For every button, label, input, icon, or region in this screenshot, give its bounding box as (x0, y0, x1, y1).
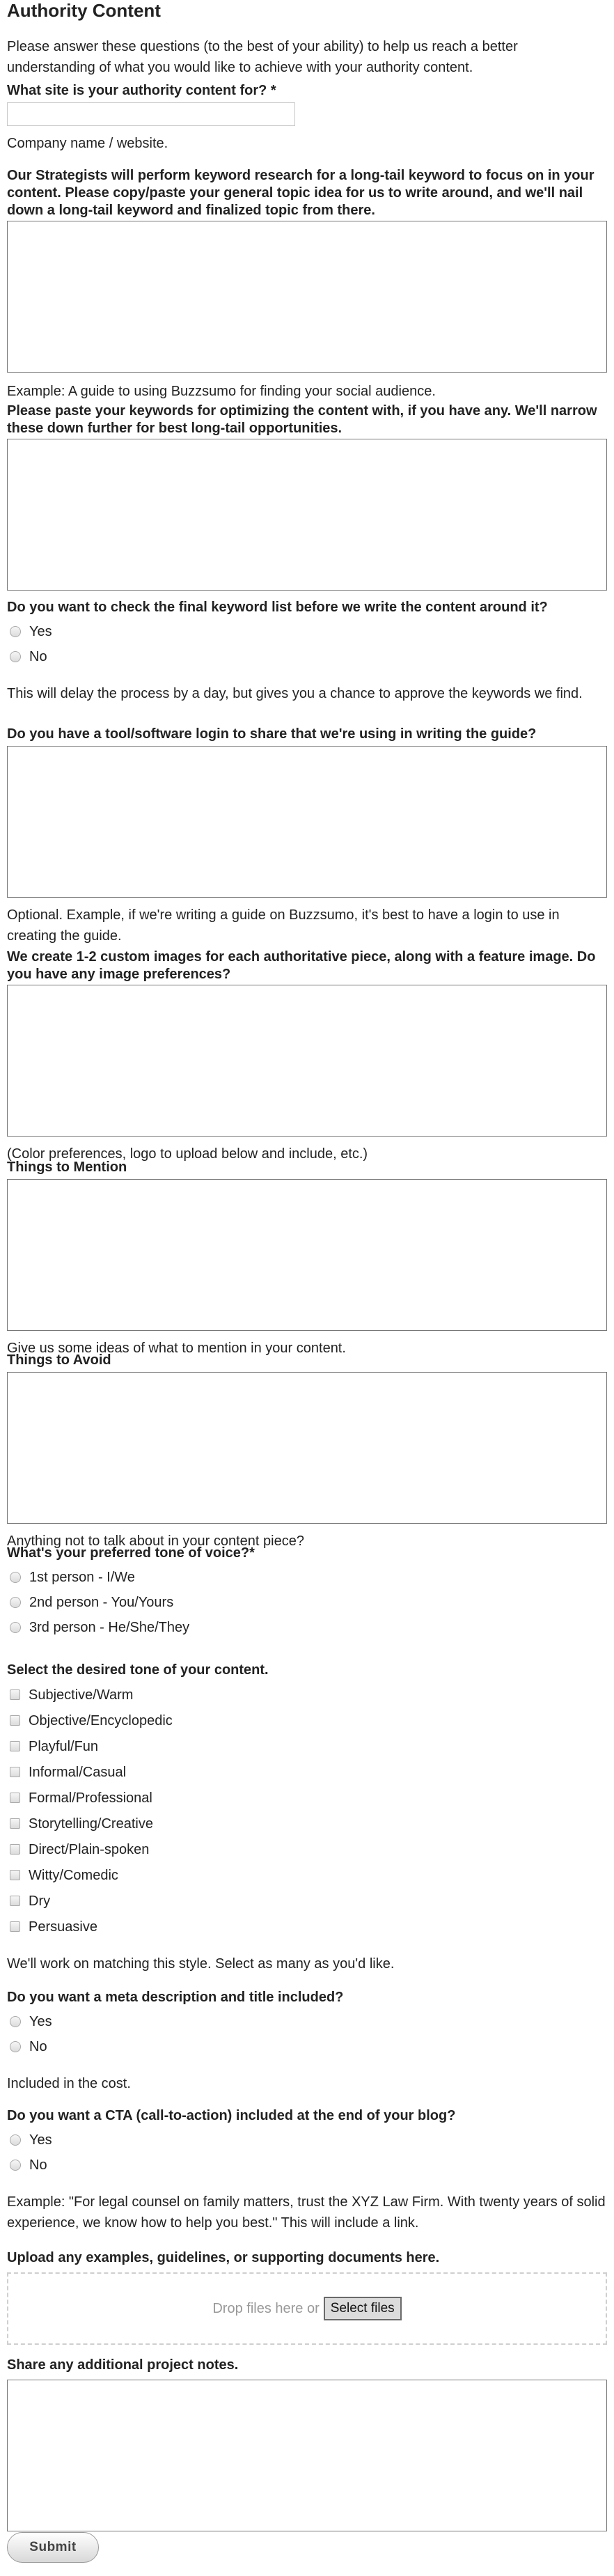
check-keywords-hint: This will delay the process by a day, but gives you a chance to approve the keywords we find. (7, 686, 583, 701)
upload-label: Upload any examples, guidelines, or supporting documents here. (7, 2250, 440, 2265)
check-keywords-option-yes[interactable] (7, 619, 607, 644)
required-mark: * (249, 1545, 255, 1561)
tone-option-storytelling[interactable] (7, 1811, 607, 1836)
avoid-question (7, 1352, 607, 1552)
topic-label: Our Strategists will perform keyword research for a long-tail keyword to focus on in your content. Please copy/paste your general topic idea for us to write around, and we'll nail down a long-tail keyword and finalized topic from there. (7, 168, 595, 218)
radio-button[interactable] (10, 626, 21, 637)
login-label: Do you have a tool/software login to share that we're using in writing the guide? (7, 726, 537, 742)
voice-label (7, 1545, 607, 1562)
mention-textarea[interactable] (7, 1179, 607, 1331)
option-label: Informal/Casual (29, 1764, 127, 1780)
tone-option-objective[interactable] (7, 1708, 607, 1733)
option-label: Subjective/Warm (29, 1687, 134, 1703)
notes-label: Share any additional project notes. (7, 2357, 239, 2373)
page-title: Authority Content (7, 0, 161, 21)
radio-button[interactable] (10, 1622, 21, 1633)
login-hint: Optional. Example, if we're writing a guide on Buzzsumo, it's best to have a login to use in creating the guide. (7, 907, 560, 944)
images-label: We create 1-2 custom images for each authoritative piece, along with a feature image. Do you have any image preferences? (7, 949, 596, 982)
topic-textarea[interactable] (7, 221, 607, 373)
option-label: Objective/Encyclopedic (29, 1712, 173, 1728)
site-hint: Company name / website. (7, 136, 168, 151)
radio-button[interactable] (10, 2041, 21, 2052)
tone-option-direct[interactable] (7, 1836, 607, 1862)
checkbox[interactable] (10, 1689, 20, 1700)
avoid-hint: Anything not to talk about in your content piece? (7, 1533, 304, 1549)
cta-label: Do you want a CTA (call-to-action) included at the end of your blog? (7, 2108, 456, 2123)
tone-option-persuasive[interactable] (7, 1914, 607, 1939)
required-mark: * (270, 83, 276, 98)
checkbox[interactable] (10, 1844, 20, 1855)
meta-hint: Included in the cost. (7, 2076, 131, 2091)
voice-option-2nd[interactable] (7, 1590, 607, 1615)
option-label: No (29, 649, 47, 664)
dropzone-text: Drop files here or (212, 2301, 320, 2316)
keywords-label: Please paste your keywords for optimizing the content with, if you have any. We'll narrow these down further for best long-tail opportunities. (7, 403, 597, 436)
option-label: Yes (29, 2132, 52, 2148)
checkbox[interactable] (10, 1715, 20, 1726)
option-label: Storytelling/Creative (29, 1816, 153, 1832)
option-label: Yes (29, 2014, 52, 2029)
cta-hint: Example: "For legal counsel on family matters, trust the XYZ Law Firm. With twenty years of solid experience, we know how to help you best." This will include a link. (7, 2194, 606, 2231)
option-label: Yes (29, 624, 52, 639)
notes-question (7, 2357, 607, 2531)
site-input[interactable] (7, 102, 295, 126)
keywords-question (7, 403, 607, 591)
submit-button[interactable]: Submit (7, 2532, 99, 2563)
checkbox[interactable] (10, 1818, 20, 1829)
checkbox[interactable] (10, 1870, 20, 1880)
submit-section (7, 2532, 607, 2563)
meta-label: Do you want a meta description and title included? (7, 1990, 344, 2005)
intro-section (7, 36, 607, 78)
check-keywords-option-no[interactable] (7, 644, 607, 669)
checkbox[interactable] (10, 1896, 20, 1906)
avoid-label: Things to Avoid (7, 1352, 111, 1368)
checkbox[interactable] (10, 1793, 20, 1803)
option-label: No (29, 2157, 47, 2173)
meta-option-no[interactable] (7, 2034, 607, 2059)
meta-option-yes[interactable] (7, 2009, 607, 2034)
login-question (7, 726, 607, 946)
radio-button[interactable] (10, 2016, 21, 2027)
radio-button[interactable] (10, 2134, 21, 2146)
cta-question (7, 2107, 607, 2233)
topic-question (7, 167, 607, 402)
radio-button[interactable] (10, 1572, 21, 1583)
radio-button[interactable] (10, 2160, 21, 2171)
mention-hint: Give us some ideas of what to mention in your content. (7, 1341, 346, 1356)
tone-label: Select the desired tone of your content. (7, 1662, 269, 1678)
voice-option-1st[interactable] (7, 1565, 607, 1590)
tone-option-dry[interactable] (7, 1888, 607, 1914)
tone-hint: We'll work on matching this style. Select as many as you'd like. (7, 1956, 395, 1972)
checkbox[interactable] (10, 1767, 20, 1777)
site-question (7, 82, 607, 154)
tone-option-playful[interactable] (7, 1733, 607, 1759)
keywords-textarea[interactable] (7, 439, 607, 591)
checkbox[interactable] (10, 1921, 20, 1932)
radio-button[interactable] (10, 1597, 21, 1608)
checkbox[interactable] (10, 1741, 20, 1751)
cta-option-no[interactable] (7, 2153, 607, 2178)
check-keywords-question (7, 599, 607, 704)
upload-question (7, 2249, 607, 2345)
site-label (7, 82, 607, 100)
intro-text: Please answer these questions (to the best of your ability) to help us reach a better understanding of what you would like to achieve with your authority content. (7, 39, 518, 75)
option-label: No (29, 2039, 47, 2054)
tone-option-subjective[interactable] (7, 1682, 607, 1708)
cta-option-yes[interactable] (7, 2128, 607, 2153)
avoid-textarea[interactable] (7, 1372, 607, 1524)
tone-option-formal[interactable] (7, 1785, 607, 1811)
site-label-text: What site is your authority content for? (7, 83, 267, 98)
option-label: Formal/Professional (29, 1790, 152, 1806)
option-label: 2nd person - You/Yours (29, 1595, 174, 1610)
radio-button[interactable] (10, 651, 21, 662)
images-textarea[interactable] (7, 985, 607, 1137)
option-label: 1st person - I/We (29, 1570, 135, 1585)
images-question (7, 949, 607, 1164)
meta-question (7, 1989, 607, 2094)
file-dropzone[interactable] (7, 2272, 607, 2345)
option-label: 3rd person - He/She/They (29, 1620, 190, 1635)
images-hint: (Color preferences, logo to upload below and include, etc.) (7, 1146, 368, 1162)
voice-question (7, 1545, 607, 1640)
tone-option-informal[interactable] (7, 1759, 607, 1785)
check-keywords-label: Do you want to check the final keyword list before we write the content around it? (7, 600, 548, 615)
tone-option-witty[interactable] (7, 1862, 607, 1888)
login-textarea[interactable] (7, 746, 607, 898)
notes-textarea[interactable] (7, 2380, 607, 2531)
option-label: Persuasive (29, 1919, 97, 1935)
option-label: Witty/Comedic (29, 1867, 118, 1883)
voice-option-3rd[interactable] (7, 1615, 607, 1640)
voice-label-text: What's your preferred tone of voice? (7, 1545, 250, 1561)
topic-hint: Example: A guide to using Buzzsumo for finding your social audience. (7, 384, 436, 399)
mention-question (7, 1159, 607, 1359)
option-label: Dry (29, 1893, 51, 1909)
option-label: Playful/Fun (29, 1738, 99, 1754)
mention-label: Things to Mention (7, 1160, 127, 1175)
option-label: Direct/Plain-spoken (29, 1841, 150, 1857)
tone-question (7, 1662, 607, 1974)
select-files-button[interactable]: Select files (324, 2297, 402, 2320)
